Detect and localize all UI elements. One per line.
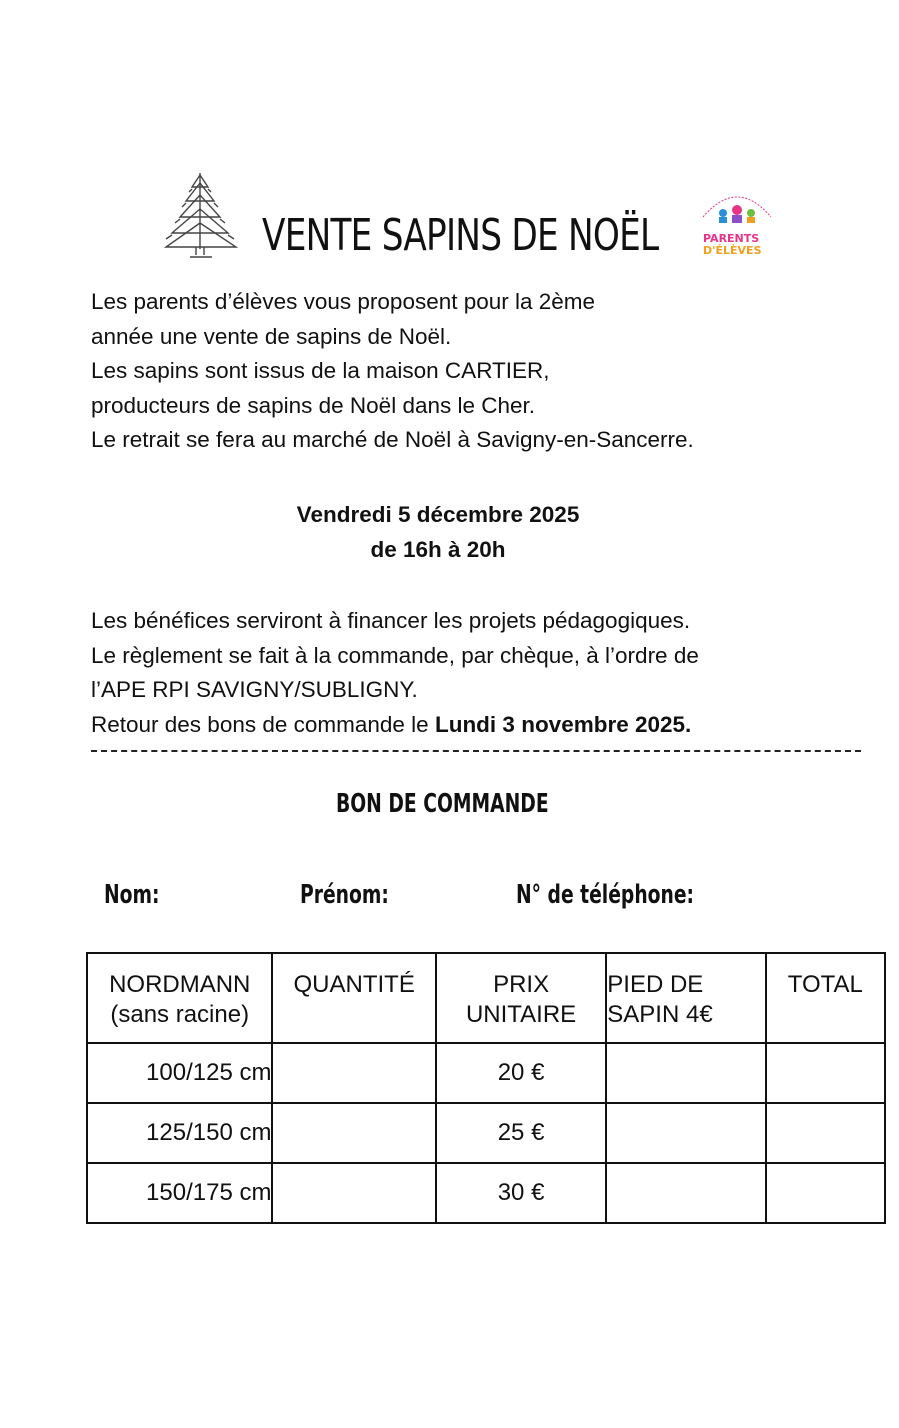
header-tree-stand xyxy=(606,953,765,1043)
event-date: Vendredi 5 décembre 2025 xyxy=(296,502,580,527)
header-quantity: QUANTITÉ xyxy=(272,953,435,1043)
stand-cell[interactable] xyxy=(606,1103,765,1163)
stand-cell[interactable] xyxy=(606,1043,765,1103)
page-title: VENTE SAPINS DE NOËL xyxy=(262,210,659,261)
row-size: 100/125 cm xyxy=(87,1043,272,1103)
christmas-tree-icon xyxy=(162,169,242,261)
return-deadline xyxy=(91,708,871,743)
header xyxy=(0,165,899,265)
header-unit-price xyxy=(436,953,606,1043)
row-size: 150/175 cm xyxy=(87,1163,272,1223)
total-cell[interactable] xyxy=(766,1103,885,1163)
intro-paragraph xyxy=(91,285,851,458)
row-price: 30 € xyxy=(436,1163,606,1223)
logo-word-eleves: D'ÉLÈVES xyxy=(703,244,762,257)
payment-info xyxy=(91,604,871,742)
name-field-label: Nom: xyxy=(104,880,160,910)
cut-line-divider xyxy=(91,750,861,754)
table-row xyxy=(87,1163,885,1223)
return-deadline-prefix: Retour des bons de commande le xyxy=(91,711,435,737)
intro-line: Les sapins sont issus de la maison CARTIER, xyxy=(91,358,550,383)
intro-line: producteurs de sapins de Noël dans le Cher. xyxy=(91,392,536,418)
quantity-cell[interactable] xyxy=(272,1163,435,1223)
header-variety xyxy=(87,953,272,1043)
return-deadline-date: Lundi 3 novembre 2025. xyxy=(434,711,692,737)
header-total: TOTAL xyxy=(766,953,885,1043)
info-line: Le règlement se fait à la commande, par chèque, à l’ordre de xyxy=(91,642,699,668)
logo-word-parents: PARENTS xyxy=(703,232,760,245)
logo-emblem xyxy=(697,183,777,223)
intro-line: Les parents d’élèves vous proposent pour la 2ème xyxy=(91,289,596,314)
order-form-title: BON DE COMMANDE xyxy=(336,789,549,819)
order-table xyxy=(86,952,886,1224)
table-row xyxy=(87,1103,885,1163)
stand-cell[interactable] xyxy=(606,1163,765,1223)
event-hours: de 16h à 20h xyxy=(370,537,506,562)
logo-text xyxy=(703,233,762,257)
quantity-cell[interactable] xyxy=(272,1043,435,1103)
association-logo xyxy=(697,183,777,283)
table-row xyxy=(87,1043,885,1103)
header-unit-price-line1: PRIX xyxy=(493,971,550,998)
info-line: Les bénéfices serviront à financer les projets pédagogiques. xyxy=(91,608,691,633)
header-unit-price-line2: UNITAIRE xyxy=(465,1001,577,1028)
firstname-field-label: Prénom: xyxy=(300,880,389,910)
phone-field-label: N° de téléphone: xyxy=(516,880,695,910)
total-cell[interactable] xyxy=(766,1163,885,1223)
quantity-cell[interactable] xyxy=(272,1103,435,1163)
header-tree-stand-line2: SAPIN 4€ xyxy=(607,1001,713,1028)
header-variety-line2: (sans racine) xyxy=(110,1001,250,1028)
row-size: 125/150 cm xyxy=(87,1103,272,1163)
event-info xyxy=(0,497,876,567)
total-cell[interactable] xyxy=(766,1043,885,1103)
row-price: 20 € xyxy=(436,1043,606,1103)
info-line: l’APE RPI SAVIGNY/SUBLIGNY. xyxy=(91,677,418,702)
header-variety-line1: NORDMANN xyxy=(109,971,251,998)
header-tree-stand-line1: PIED DE xyxy=(607,971,704,998)
row-price: 25 € xyxy=(436,1103,606,1163)
order-table-header xyxy=(87,953,885,1043)
intro-line: Le retrait se fera au marché de Noël à Savigny-en-Sancerre. xyxy=(91,427,694,452)
intro-line: année une vente de sapins de Noël. xyxy=(91,323,452,349)
